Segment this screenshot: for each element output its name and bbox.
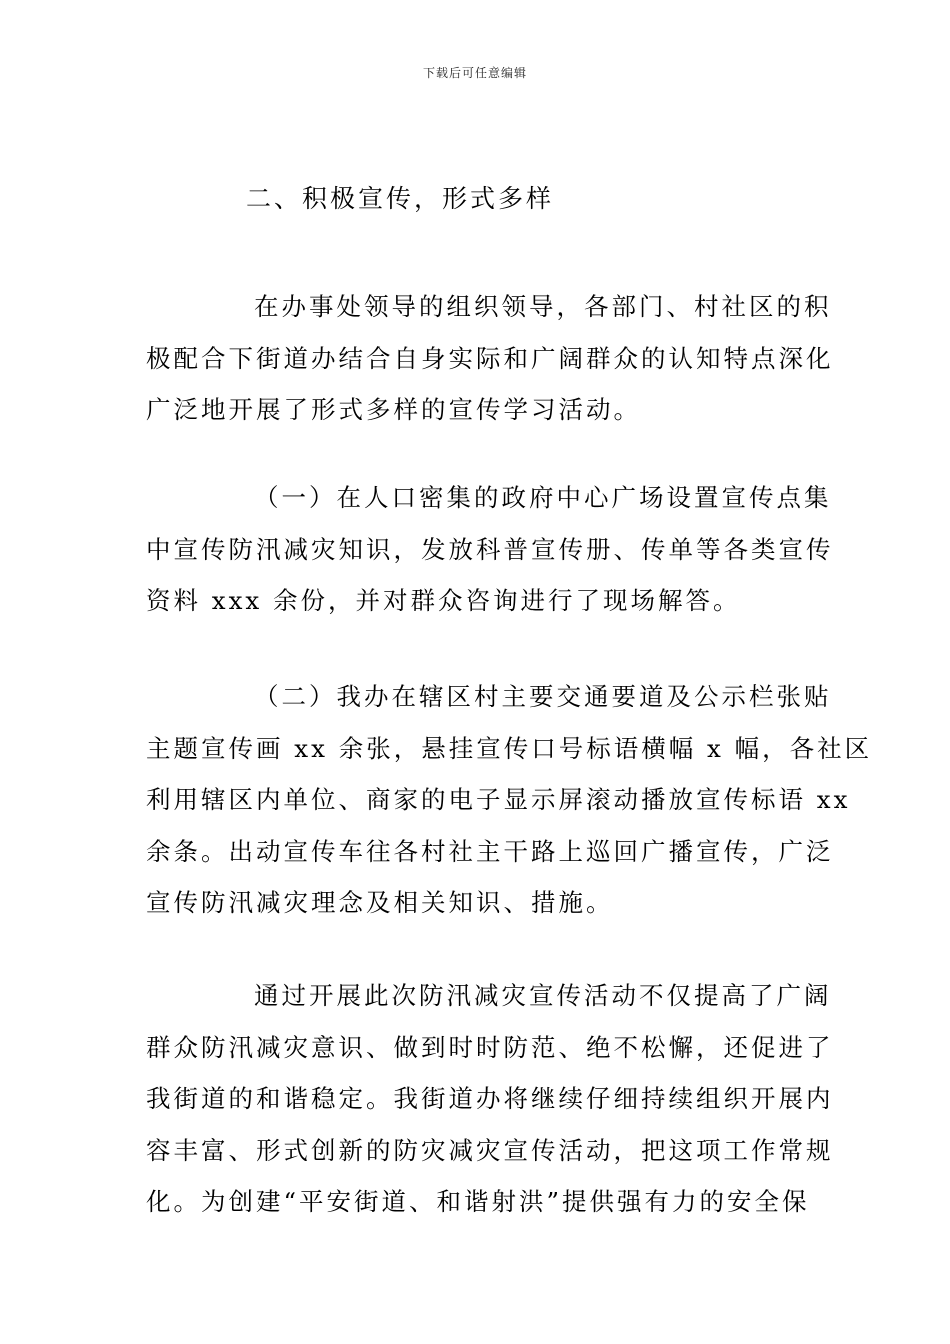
paragraph-line: 化。为创建“平安街道、和谐射洪”提供强有力的安全保 bbox=[146, 1187, 810, 1216]
paragraph-line: （一）在人口密集的政府中心广场设置宣传点集 bbox=[254, 483, 832, 512]
page-header: 下载后可任意编辑 bbox=[422, 66, 527, 80]
paragraph-line: 群众防汛减灾意识、做到时时防范、绝不松懈，还促进了 bbox=[146, 1032, 834, 1062]
paragraph-line: 广泛地开展了形式多样的宣传学习活动。 bbox=[146, 395, 641, 424]
paragraph-item-one bbox=[146, 472, 834, 627]
paragraph-line: 余条。出动宣传车往各村社主干路上巡回广播宣传，广泛 bbox=[146, 836, 834, 866]
paragraph-line: 中宣传防汛减灾知识，发放科普宣传册、传单等各类宣传 bbox=[146, 534, 834, 564]
paragraph-line: 主题宣传画 xx 余张，悬挂宣传口号标语横幅 x 幅，各社区 bbox=[146, 733, 873, 763]
paragraph-line: （二）我办在辖区村主要交通要道及公示栏张贴 bbox=[254, 682, 832, 711]
paragraph-line: 极配合下街道办结合自身实际和广阔群众的认知特点深化 bbox=[146, 343, 834, 373]
section-heading: 二、积极宣传，形式多样 bbox=[246, 184, 555, 213]
paragraph-line: 在办事处领导的组织领导，各部门、村社区的积 bbox=[254, 292, 832, 321]
paragraph-conclusion bbox=[146, 970, 834, 1228]
paragraph-item-two bbox=[146, 671, 873, 929]
paragraph-line: 资料 xxx 余份，并对群众咨询进行了现场解答。 bbox=[146, 586, 741, 615]
paragraph-line: 通过开展此次防汛减灾宣传活动不仅提高了广阔 bbox=[254, 981, 832, 1010]
paragraph-line: 容丰富、形式创新的防灾减灾宣传活动，把这项工作常规 bbox=[146, 1135, 834, 1165]
paragraph-line: 利用辖区内单位、商家的电子显示屏滚动播放宣传标语 xx bbox=[146, 785, 851, 814]
paragraph-line: 宣传防汛减灾理念及相关知识、措施。 bbox=[146, 888, 614, 917]
paragraph-intro bbox=[146, 281, 834, 436]
paragraph-line: 我街道的和谐稳定。我街道办将继续仔细持续组织开展内 bbox=[146, 1084, 834, 1113]
